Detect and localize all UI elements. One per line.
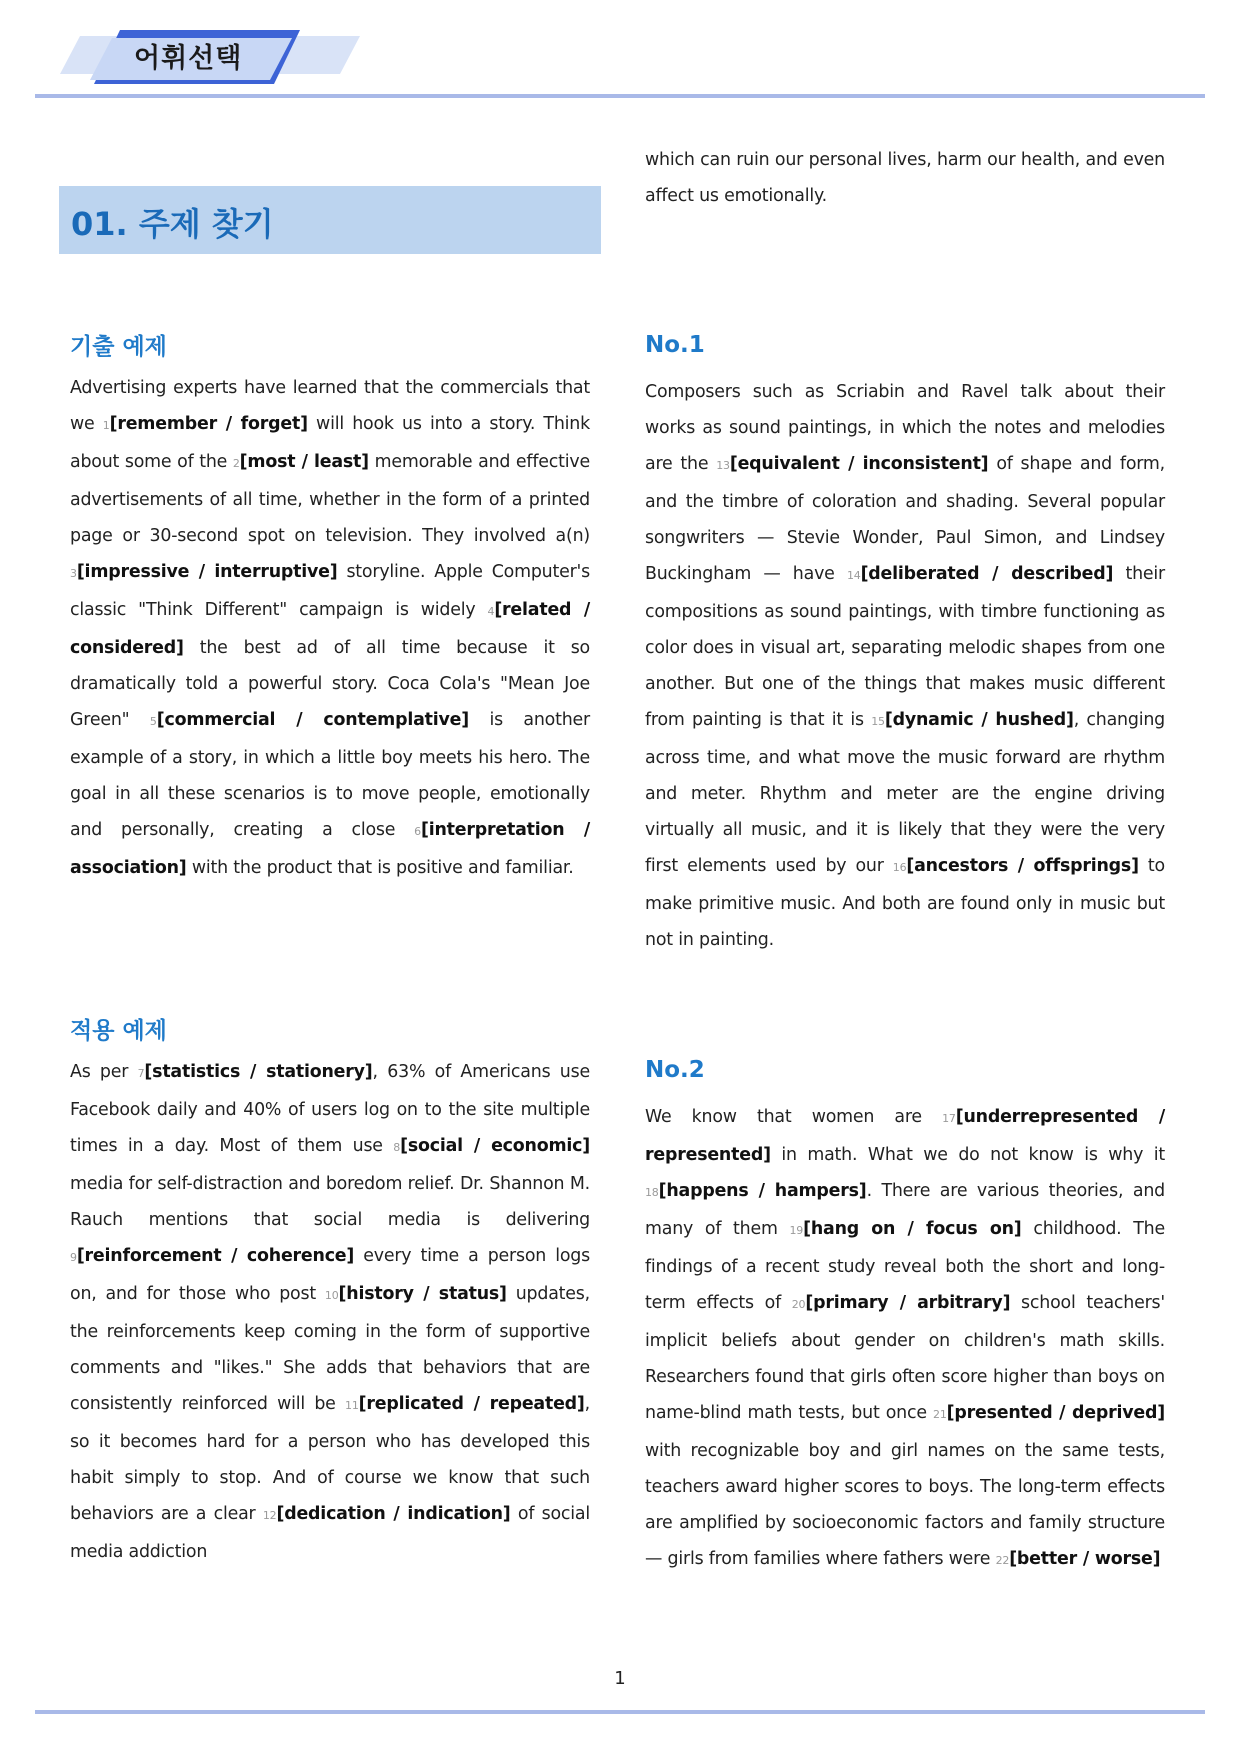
header-title: 어휘선택 [134,43,243,74]
word-choice: [deliberated / described] [860,564,1114,584]
word-choice: [commercial / contemplative] [156,710,469,730]
blank-number: 18 [645,1186,659,1199]
word-choice: [dynamic / hushed] [884,710,1074,730]
blank-number: 11 [345,1399,359,1412]
blank-number: 3 [70,567,77,580]
no1-heading: No.1 [645,332,705,358]
word-choice: [reinforcement / coherence] [76,1246,355,1266]
word-choice: [dedication / indication] [276,1504,511,1524]
blank-number: 16 [892,861,907,874]
blank-number: 19 [789,1224,804,1237]
word-choice: [interpretation / association] [70,820,590,878]
section-title-box [59,186,601,254]
blank-number: 8 [393,1141,401,1154]
word-choice: [replicated / repeated] [358,1394,585,1414]
example2-passage: As per 7[statistics / stationery], 63% of Americans use Facebook daily and 40% of users log on to the site multiple times in a day. Most of them use 8[social / economic] media for self-distraction and boredom relief. Dr. Shannon M. Rauch mentions that social media is delivering 9[reinforcement / coherence] every time a person logs on, and for those who post 10[history / status] updates, the reinforcements keep coming in the form of supportive comments and "likes." She adds that behaviors that are consistently reinforced will be 11[replicated / repeated], so it becomes hard for a person who has developed this habit simply to stop. And of course we know that such behaviors are a clear 12[dedication / indication] of social media addiction [70,1062,590,1562]
word-choice: [presented / deprived] [946,1403,1165,1423]
word-choice: [remember / forget] [109,414,308,434]
example1-passage: Advertising experts have learned that the commercials that we 1[remember / forget] will hook us into a story. Think about some of the 2[most / least] memorable and effective advertisements of all time, whether in the form of a printed page or 30-second spot on television. They involved a(n) 3[impressive / interruptive] storyline. Apple Computer's classic "Think Different" campaign is widely 4[related / considered] the best ad of all time because it so dramatically told a powerful story. Coca Cola's "Mean Joe Green" 5[commercial / contemplative] is another example of a story, in which a little boy meets his hero. The goal in all these scenarios is to move people, emotionally and personally, creating a close 6[interpretation / association] with the product that is positive and familiar. [70,378,591,878]
word-choice: [hang on / focus on] [803,1219,1022,1239]
page-header [0,0,1240,100]
blank-number: 9 [70,1251,77,1264]
word-choice: [underrepresented / represented] [645,1107,1165,1165]
no2-passage: We know that women are 17[underrepresented / represented] in math. What we do not know is why it 18[happens / hampers]. There are various theories, and many of them 19[hang on / focus on] childhood. The findings of a recent study reveal both the short and long-term effects of 20[primary / arbitrary] school teachers' implicit beliefs about gender on children's math skills. Researchers found that girls often score higher than boys on name-blind math tests, but once 21[presented / deprived] with recognizable boy and girl names on the same tests, teachers award higher scores to boys. The long-term effects are amplified by socioeconomic factors and family structure — girls from families where fathers were 22[better / worse] [645,1107,1166,1569]
blank-number: 6 [414,825,421,838]
blank-number: 5 [149,715,157,728]
page-number: 1 [614,1668,626,1689]
header-divider [35,94,1205,98]
no1-passage: Composers such as Scriabin and Ravel talk about their works as sound paintings, in which the notes and melodies are the 13[equivalent / inconsistent] of shape and form, and the timbre of coloration and shading. Several popular songwriters — Stevie Wonder, Paul Simon, and Lindsey Buckingham — have 14[deliberated / described] their compositions as sound paintings, with timbre functioning as color does in visual art, separating melodic shapes from one another. But one of the things that makes music different from painting is that it is 15[dynamic / hushed], changing across time, and what move the music forward are rhythm and meter. Rhythm and meter are the engine driving virtually all music, and it is likely that they were the very first elements used by our 16[ancestors / offsprings] to make primitive music. And both are found only in music but not in painting. [645,382,1165,950]
example2-heading: 적용 예제 [70,1018,167,1044]
word-choice: [primary / arbitrary] [805,1293,1011,1313]
word-choice: [happens / hampers] [658,1181,867,1201]
blank-number: 1 [102,419,110,432]
example1-heading: 기출 예제 [70,334,167,360]
word-choice: [equivalent / inconsistent] [729,454,989,474]
blank-number: 21 [933,1408,947,1421]
blank-number: 22 [995,1554,1010,1567]
word-choice: [related / considered] [70,600,590,658]
no2-heading: No.2 [645,1057,705,1083]
word-choice: [history / status] [338,1284,507,1304]
word-choice: [ancestors / offsprings] [906,856,1139,876]
blank-number: 13 [716,459,730,472]
blank-number: 17 [942,1112,956,1125]
blank-number: 7 [137,1067,145,1080]
word-choice: [statistics / stationery] [144,1062,373,1082]
blank-number: 2 [232,457,240,470]
blank-number: 20 [791,1298,806,1311]
continuation-passage: which can ruin our personal lives, harm our health, and even affect us emotionally. [645,150,1165,206]
blank-number: 12 [262,1509,277,1522]
blank-number: 14 [846,569,861,582]
blank-number: 10 [324,1289,339,1302]
blank-number: 15 [871,715,885,728]
word-choice: [better / worse] [1009,1549,1161,1569]
blank-number: 4 [487,605,495,618]
word-choice: [social / economic] [400,1136,590,1156]
word-choice: [impressive / interruptive] [76,562,338,582]
footer-divider [35,1710,1205,1714]
section-title: 01. 주제 찾기 [71,205,274,243]
word-choice: [most / least] [239,452,369,472]
